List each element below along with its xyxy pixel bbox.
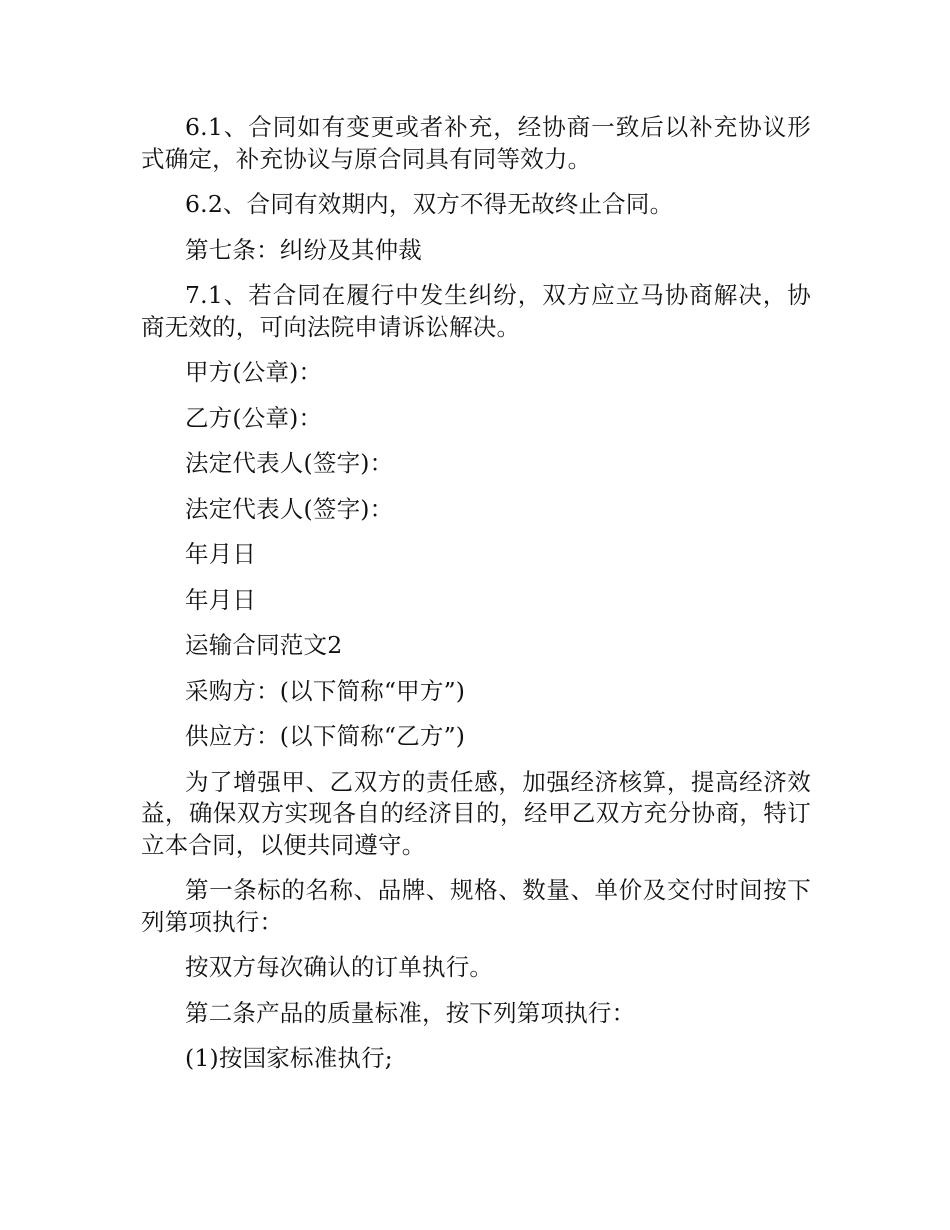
- party-b-date-line: 年月日: [185, 585, 257, 614]
- paragraph-order-execution: 按双方每次确认的订单执行。: [185, 953, 494, 981]
- section-title-sample-2: 运输合同范文2: [185, 631, 343, 659]
- paragraph-article-1: 第一条标的名称、品牌、规格、数量、单价及交付时间按下列第项执行：: [141, 876, 811, 936]
- paragraph-clause-7-1: 7.1、若合同在履行中发生纠纷，双方应立马协商解决，协商无效的，可向法院申请诉讼解决。: [141, 281, 811, 341]
- purchaser-line: 采购方：(以下简称“甲方”): [185, 676, 466, 705]
- paragraph-article-2: 第二条产品的质量标准，按下列第项执行：: [185, 998, 636, 1027]
- document-body: [141, 112, 811, 1089]
- party-b-representative-line: 法定代表人(签字)：: [185, 494, 394, 523]
- party-a-date-line: 年月日: [185, 540, 257, 568]
- party-a-seal-line: 甲方(公章)：: [185, 358, 323, 386]
- paragraph-national-standard: (1)按国家标准执行;: [185, 1044, 393, 1072]
- paragraph-preamble: 为了增强甲、乙双方的责任感，加强经济核算，提高经济效益，确保双方实现各自的经济目的，经甲乙双方充分协商，特订立本合同，以便共同遵守。: [141, 767, 811, 859]
- supplier-line: 供应方：(以下简称“乙方”): [185, 722, 466, 750]
- paragraph-clause-6-2: 6.2、合同有效期内，双方不得无故终止合同。: [185, 190, 674, 218]
- party-a-representative-line: 法定代表人(签字)：: [185, 449, 394, 477]
- paragraph-clause-6-1: 6.1、合同如有变更或者补充，经协商一致后以补充协议形式确定，补充协议与原合同具有同等效力。: [141, 113, 811, 173]
- party-b-seal-line: 乙方(公章)：: [185, 403, 323, 432]
- heading-article-7: 第七条：纠纷及其仲裁: [185, 235, 422, 264]
